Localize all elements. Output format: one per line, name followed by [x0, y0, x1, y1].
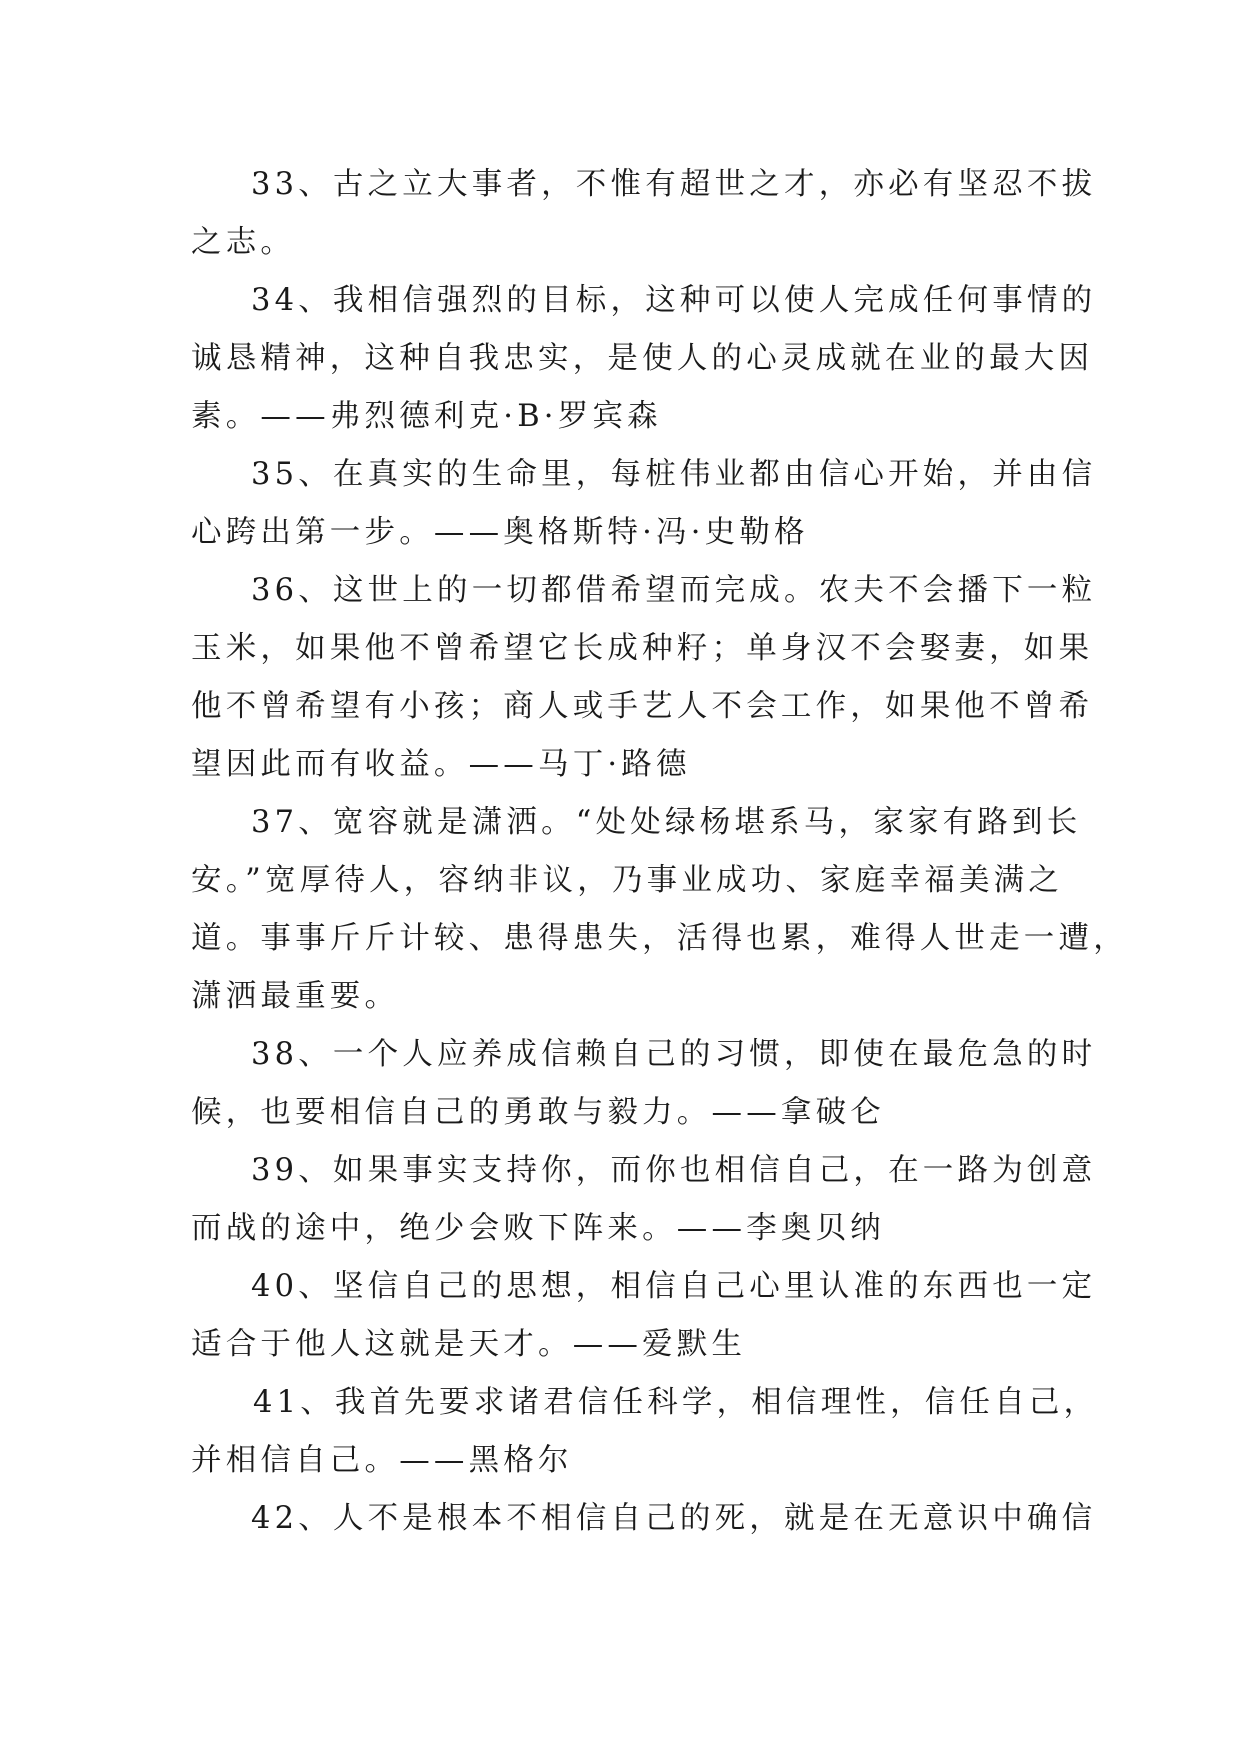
paragraph-40-line-2: 适合于他人这就是天才。——爱默生 — [191, 1327, 747, 1362]
paragraph-36-line-1: 36、这世上的一切都借希望而完成。农夫不会播下一粒 — [251, 573, 1097, 608]
paragraph-35-line-2: 心跨出第一步。——奥格斯特·冯·史勒格 — [191, 515, 809, 550]
paragraph-38-line-2: 候，也要相信自己的勇敢与毅力。——拿破仑 — [191, 1095, 885, 1130]
paragraph-35-line-1: 35、在真实的生命里，每桩伟业都由信心开始，并由信 — [251, 457, 1097, 492]
paragraph-37-line-4: 潇洒最重要。 — [191, 979, 400, 1014]
paragraph-37-line-3: 道。事事斤斤计较、患得患失，活得也累，难得人世走一遭， — [191, 921, 1128, 956]
paragraph-41-line-1: 41、我首先要求诸君信任科学，相信理性，信任自己， — [253, 1385, 1099, 1420]
document-body — [191, 156, 1128, 1548]
paragraph-39-line-2: 而战的途中，绝少会败下阵来。——李奥贝纳 — [191, 1211, 885, 1246]
paragraph-41-line-2: 并相信自己。——黑格尔 — [191, 1443, 573, 1478]
paragraph-40-line-1: 40、坚信自己的思想，相信自己心里认准的东西也一定 — [251, 1269, 1097, 1304]
paragraph-36-line-2: 玉米，如果他不曾希望它长成种籽；单身汉不会娶妻，如果 — [191, 631, 1094, 666]
paragraph-33-line-2: 之志。 — [191, 225, 296, 260]
paragraph-37-line-2: 安。”宽厚待人，容纳非议，乃事业成功、家庭幸福美满之 — [191, 863, 1064, 898]
paragraph-37-line-1: 37、宽容就是潇洒。“处处绿杨堪系马，家家有路到长 — [251, 805, 1082, 840]
paragraph-38-line-1: 38、一个人应养成信赖自己的习惯，即使在最危急的时 — [251, 1037, 1097, 1072]
paragraph-34-line-2: 诚恳精神，这种自我忠实，是使人的心灵成就在业的最大因 — [191, 341, 1094, 376]
paragraph-36-line-4: 望因此而有收益。——马丁·路德 — [191, 747, 691, 782]
paragraph-36-line-3: 他不曾希望有小孩；商人或手艺人不会工作，如果他不曾希 — [191, 689, 1094, 724]
paragraph-42-line-1: 42、人不是根本不相信自己的死，就是在无意识中确信 — [251, 1501, 1097, 1536]
paragraph-33-line-1: 33、古之立大事者，不惟有超世之才，亦必有坚忍不拔 — [251, 167, 1097, 202]
paragraph-34-line-3: 素。——弗烈德利克·B·罗宾森 — [191, 399, 662, 434]
paragraph-34-line-1: 34、我相信强烈的目标，这种可以使人完成任何事情的 — [251, 283, 1097, 318]
paragraph-39-line-1: 39、如果事实支持你，而你也相信自己，在一路为创意 — [251, 1153, 1097, 1188]
